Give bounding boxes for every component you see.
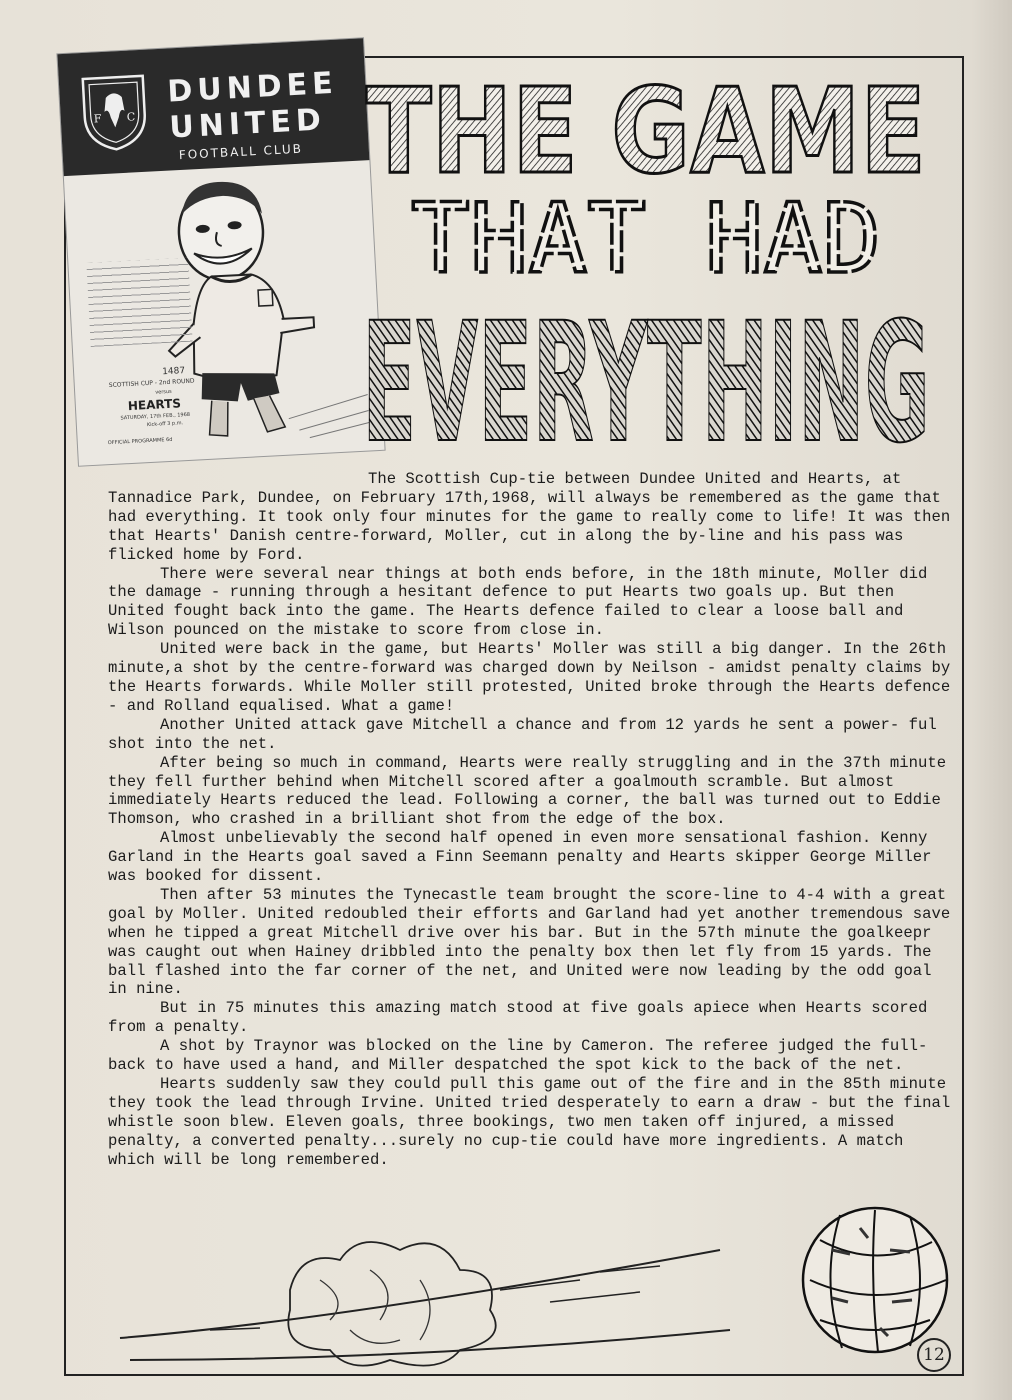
programme-date: SATURDAY, 17th FEB., 1968: [120, 411, 191, 422]
page-number: 12: [917, 1338, 951, 1372]
svg-text:C: C: [126, 110, 136, 124]
article-paragraph: Another United attack gave Mitchell a chance and from 12 yards he sent a power- ful shot into the net.: [108, 715, 937, 753]
svg-text:F: F: [93, 112, 102, 126]
article-paragraph: After being so much in command, Hearts were really struggling and in the 37th minute they fell further behind when Mitchell scored after a goalmouth scramble. But almost immediately Hearts reduced the lead. Following a corner, the ball was turned out to Eddie Thomson, who crashed in a brilliant shot from the edge of the box.: [108, 753, 947, 829]
headline: [360, 62, 932, 479]
article-paragraph: There were several near things at both ends before, in the 18th minute, Moller did the damage - running through a hesitant defence to put Hearts two goals up. But then United fought back into the game. The Hearts defence failed to clear a loose ball and Wilson pounced on the mistake to score from close in.: [108, 564, 928, 640]
article-paragraph: Hearts suddenly saw they could pull this game out of the fire and in the 85th minute they took the lead through Irvine. United tried desperately to earn a draw - but the final whistle soon blew. Eleven goals, three bookings, two men taken off injured, a missed penalty, a converted penalty...surely no cup-tie could have more ingredients. A match which will be long remembered.: [108, 1075, 951, 1169]
article-body: [108, 470, 954, 1170]
programme-versus: versus: [155, 388, 172, 396]
programme-title-dundee: DUNDEE: [166, 65, 339, 110]
programme-title-united: UNITED: [168, 102, 327, 146]
article-paragraph: But in 75 minutes this amazing match stood at five goals apiece when Hearts scored from a penalty.: [108, 999, 928, 1037]
programme-number: 1487: [161, 366, 186, 378]
programme-kickoff: Kick-off 3 p.m.: [146, 420, 184, 429]
article-paragraph: Then after 53 minutes the Tynecastle team brought the score-line to 4-4 with a great goal by Moller. United redoubled their efforts and Garland had yet another tremendous save when he tipped a great Mitchell drive over his bar. But in the 57th minute the goalkeepr was caught out when Hainey dribbled into the penalty box then let fly from 15 yards. The ball flashed into the far corner of the net, and United were now leading by the odd goal in nine.: [108, 885, 951, 999]
programme-title-football-club: FOOTBALL CLUB: [178, 141, 304, 163]
headline-line3: EVERYTHING: [362, 287, 930, 479]
club-crest-icon: [78, 70, 150, 153]
headline-line1: THE GAME: [366, 62, 926, 200]
programme-footer: OFFICIAL PROGRAMME 6d: [107, 436, 173, 447]
programme-competition: SCOTTISH CUP - 2nd ROUND: [108, 377, 195, 390]
headline-line2: THAT HAD: [411, 183, 881, 295]
football-illustration: [120, 1210, 960, 1375]
article-paragraph: Almost unbelievably the second half opened in even more sensational fashion. Kenny Garland in the Hearts goal saved a Finn Seemann penalty and Hearts skipper George Miller was booked for dissent.: [108, 829, 932, 886]
article-paragraph: A shot by Traynor was blocked on the line by Cameron. The referee judged the full-back to have used a hand, and Miller despatched the spot kick to the back of the net.: [108, 1037, 928, 1075]
article-paragraph: United were back in the game, but Hearts' Moller was still a big danger. In the 26th minute,a shot by the centre-forward was charged down by Neilson - amidst penalty claims by the Hearts forwards. While Moller still protested, United broke through the Hearts defence - and Rolland equalised. What a game!: [108, 640, 951, 715]
programme-cover: [57, 38, 384, 465]
programme-blurb: [86, 258, 192, 347]
programme-opponent: HEARTS: [127, 396, 182, 414]
article-paragraph: The Scottish Cup-tie between Dundee United and Hearts, at Tannadice Park, Dundee, on February 17th,1968, will always be remembered as the game that had everything. It took only four minutes for the game to really come to life! It was then that Hearts' Danish centre-forward, Moller, cut in along the by-line and his pass was flicked home by Ford.: [108, 470, 951, 564]
